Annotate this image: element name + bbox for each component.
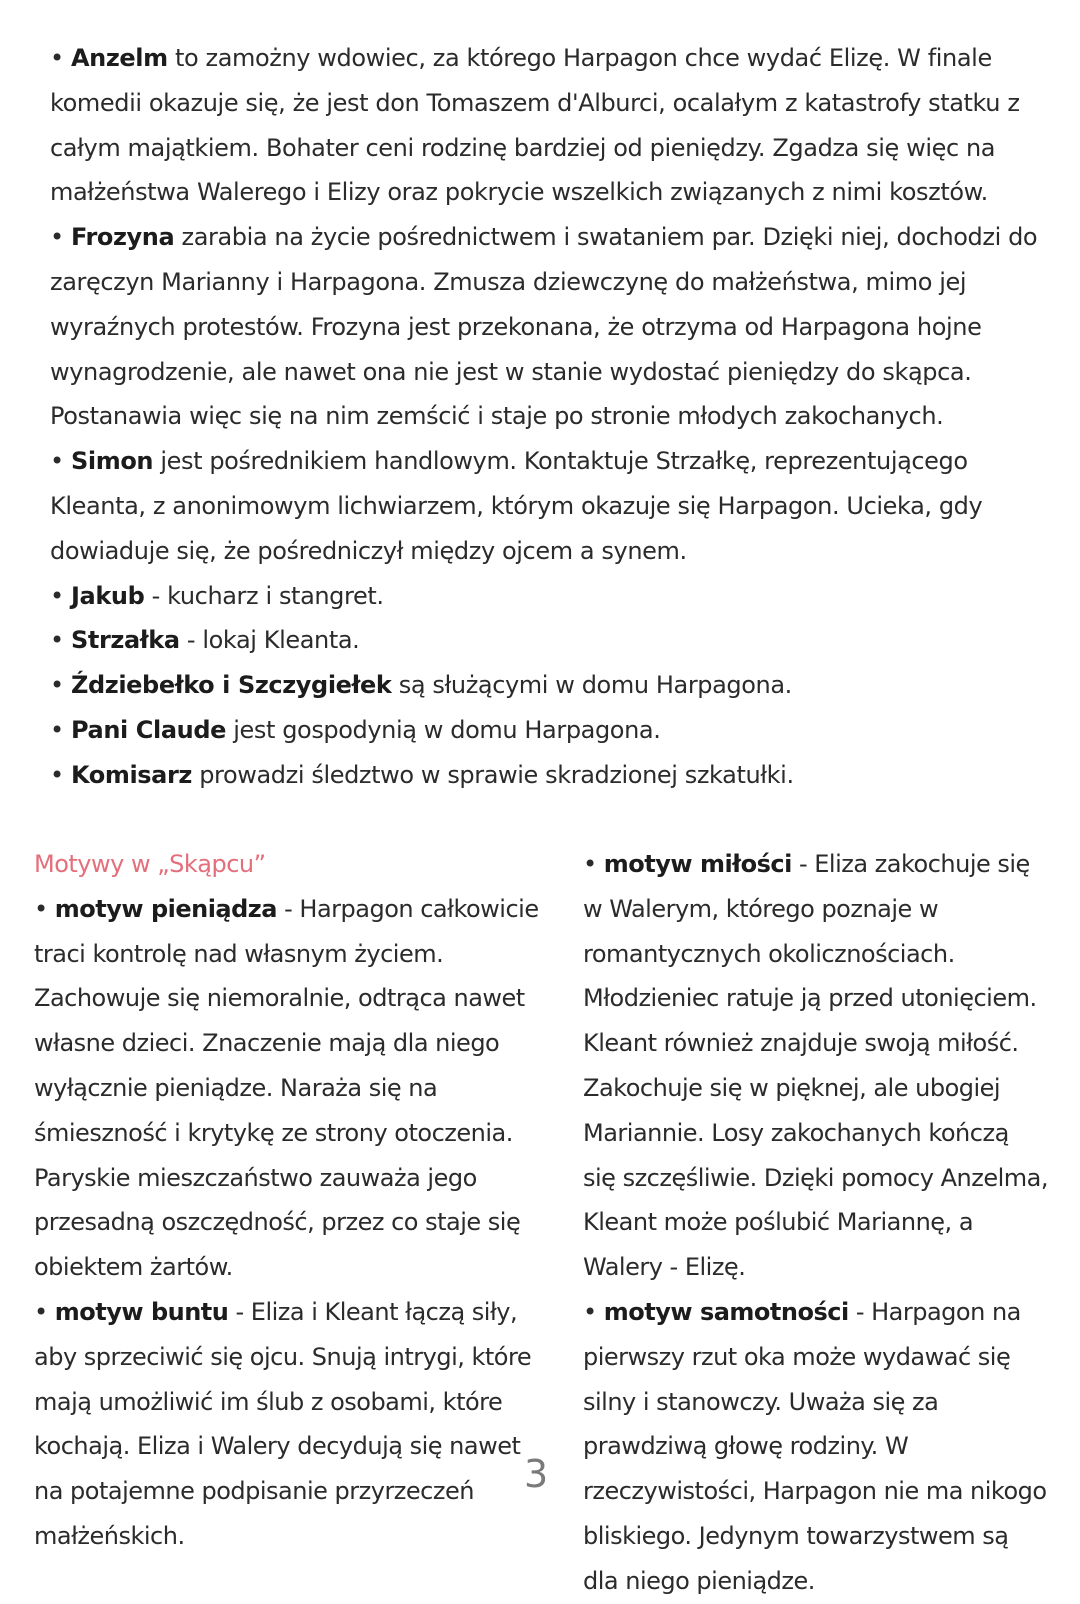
character-description: jest pośrednikiem handlowym. Kontaktuje Strzałkę, reprezentującego Kleanta, z anonimowym lichwiarzem, którym okazuje się Harpagon. Ucieka, gdy dowiaduje się, że pośredniczył między ojcem a synem.: [50, 447, 983, 565]
motif-item: • motyw miłości - Eliza zakochuje się w Walerym, którego poznaje w romantycznych okolicznościach. Młodzieniec ratuje ją przed utonięciem. Kleant również znajduje swoją miłość. Zakochuje się w pięknej, ale ubogiej Mariannie. Losy zakochanych kończą się szczęśliwie. Dzięki pomocy Anzelma, Kleant może poślubić Mariannę, a Walery - Elizę.: [583, 850, 1048, 1282]
character-name: Anzelm: [71, 44, 168, 72]
motif-name: motyw buntu: [54, 1297, 229, 1326]
list-item: • Anzelm to zamożny wdowiec, za którego Harpagon chce wydać Elizę. W finale komedii okazuje się, że jest don Tomaszem d'Alburci, ocalałym z katastrofy statku z całym majątkiem. Bohater ceni rodzinę bardziej od pieniędzy. Zgadza się więc na małżeństwa Walerego i Elizy oraz pokrycie wszelkich związanych z nimi kosztów.: [50, 44, 1020, 207]
list-item: • Jakub - kucharz i stangret.: [50, 581, 384, 610]
motif-item: • motyw buntu - Eliza i Kleant łączą siły, aby sprzeciwić się ojcu. Snują intrygi, które mają umożliwić im ślub z osobami, które kochają. Eliza i Walery decydują się nawet na potajemne podpisanie przyrzeczeń małżeńskich.: [34, 1297, 532, 1550]
character-description: to zamożny wdowiec, za którego Harpagon chce wydać Elizę. W finale komedii okazuje się, że jest don Tomaszem d'Alburci, ocalałym z katastrofy statku z całym majątkiem. Bohater ceni rodzinę bardziej od pieniędzy. Zgadza się więc na małżeństwa Walerego i Elizy oraz pokrycie wszelkich związanych z nimi kosztów.: [50, 44, 1020, 207]
character-description: są służącymi w domu Harpagona.: [391, 671, 792, 700]
character-name: Pani Claude: [71, 715, 226, 744]
character-name: Frozyna: [71, 223, 175, 252]
motif-description: - Harpagon na pierwszy rzut oka może wydawać się silny i stanowczy. Uważa się za prawdziwą głowę rodziny. W rzeczywistości, Harpagon nie ma nikogo bliskiego. Jedynym towarzystwem są dla niego pieniądze.: [583, 1297, 1047, 1595]
list-item: • Frozyna zarabia na życie pośrednictwem i swataniem par. Dzięki niej, dochodzi do zaręczyn Marianny i Harpagona. Zmusza dziewczynę do małżeństwa, mimo jej wyraźnych protestów. Frozyna jest przekonana, że otrzyma od Harpagona hojne wynagrodzenie, ale nawet ona nie jest w stanie wydostać pieniędzy do skąpca. Postanawia więc się na nim zemścić i staje po stronie młodych zakochanych.: [50, 223, 1038, 431]
character-name: Komisarz: [71, 760, 192, 789]
character-description: - lokaj Kleanta.: [179, 626, 360, 655]
list-item: • Strzałka - lokaj Kleanta.: [50, 626, 360, 655]
character-name: Ździebełko i Szczygiełek: [71, 671, 392, 700]
motif-name: motyw samotności: [603, 1297, 849, 1326]
character-description: zarabia na życie pośrednictwem i swataniem par. Dzięki niej, dochodzi do zaręczyn Marianny i Harpagona. Zmusza dziewczynę do małżeństwa, mimo jej wyraźnych protestów. Frozyna jest przekonana, że otrzyma od Harpagona hojne wynagrodzenie, ale nawet ona nie jest w stanie wydostać pieniędzy do skąpca. Postanawia więc się na nim zemścić i staje po stronie młodych zakochanych.: [50, 223, 1038, 431]
motif-name: motyw pieniądza: [54, 894, 277, 923]
characters-list: [50, 36, 1050, 798]
motif-description: - Eliza i Kleant łączą siły, aby sprzeciwić się ojcu. Snują intrygi, które mają umożliwić im ślub z osobami, które kochają. Eliza i Walery decydują się nawet na potajemne podpisanie przyrzeczeń małżeńskich.: [34, 1297, 532, 1550]
section-title: Motywy w „Skąpcu”: [34, 850, 266, 878]
character-description: - kucharz i stangret.: [144, 581, 384, 610]
motif-name: motyw miłości: [603, 850, 792, 878]
motifs-right-column: [583, 842, 1048, 1604]
page-number: 3: [524, 1452, 549, 1496]
motif-item: • motyw pieniądza - Harpagon całkowicie traci kontrolę nad własnym życiem. Zachowuje się niemoralnie, odtrąca nawet własne dzieci. Znaczenie mają dla niego wyłącznie pieniądze. Naraża się na śmieszność i krytykę ze strony otoczenia. Paryskie mieszczaństwo zauważa jego przesadną oszczędność, przez co staje się obiektem żartów.: [34, 894, 539, 1282]
motif-item: • motyw samotności - Harpagon na pierwszy rzut oka może wydawać się silny i stanowczy. Uważa się za prawdziwą głowę rodziny. W rzeczywistości, Harpagon nie ma nikogo bliskiego. Jedynym towarzystwem są dla niego pieniądze.: [583, 1297, 1047, 1595]
character-name: Jakub: [71, 581, 145, 610]
motif-description: - Eliza zakochuje się w Walerym, którego poznaje w romantycznych okolicznościach. Młodzieniec ratuje ją przed utonięciem. Kleant również znajduje swoją miłość. Zakochuje się w pięknej, ale ubogiej Mariannie. Losy zakochanych kończą się szczęśliwie. Dzięki pomocy Anzelma, Kleant może poślubić Mariannę, a Walery - Elizę.: [583, 850, 1048, 1282]
list-item: • Ździebełko i Szczygiełek są służącymi w domu Harpagona.: [50, 671, 792, 700]
motif-description: - Harpagon całkowicie traci kontrolę nad własnym życiem. Zachowuje się niemoralnie, odtrąca nawet własne dzieci. Znaczenie mają dla niego wyłącznie pieniądze. Naraża się na śmieszność i krytykę ze strony otoczenia. Paryskie mieszczaństwo zauważa jego przesadną oszczędność, przez co staje się obiektem żartów.: [34, 894, 539, 1282]
character-name: Strzałka: [71, 626, 180, 655]
motifs-left-column: [34, 842, 549, 1559]
list-item: • Simon jest pośrednikiem handlowym. Kontaktuje Strzałkę, reprezentującego Kleanta, z anonimowym lichwiarzem, którym okazuje się Harpagon. Ucieka, gdy dowiaduje się, że pośredniczył między ojcem a synem.: [50, 447, 983, 565]
list-item: • Komisarz prowadzi śledztwo w sprawie skradzionej szkatułki.: [50, 760, 794, 789]
character-name: Simon: [71, 447, 154, 476]
list-item: • Pani Claude jest gospodynią w domu Harpagona.: [50, 715, 661, 744]
character-description: jest gospodynią w domu Harpagona.: [226, 715, 661, 744]
character-description: prowadzi śledztwo w sprawie skradzionej szkatułki.: [191, 760, 794, 789]
